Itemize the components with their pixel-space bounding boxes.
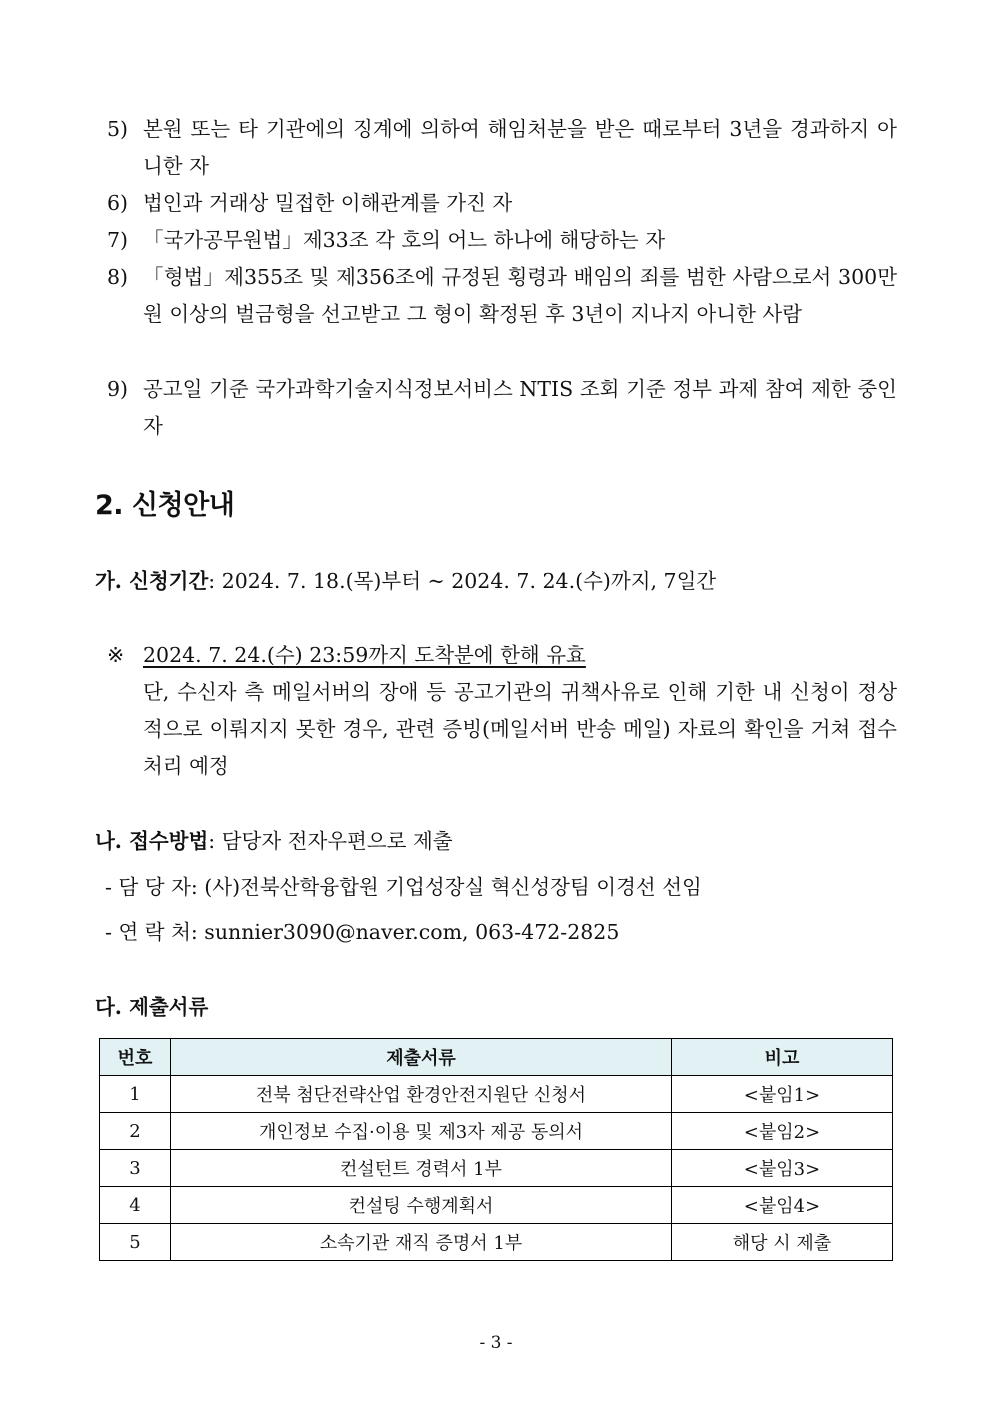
item-text: 법인과 거래상 밀접한 이해관계를 가진 자 (143, 191, 513, 215)
item-text: 공고일 기준 국가과학기술지식정보서비스 NTIS 조회 기준 정부 과제 참여 제한 중인 자 (143, 377, 897, 438)
list-item (107, 371, 897, 445)
row-remarks: <붙임3> (672, 1150, 893, 1187)
item-text: 「형법」제355조 및 제356조에 규정된 횡령과 배임의 죄를 범한 사람으로서 300만원 이상의 벌금형을 선고받고 그 형이 확정된 후 3년이 지나지 아니한 사람 (143, 265, 897, 326)
row-remarks: <붙임2> (672, 1113, 893, 1150)
contact-manager: - 담 당 자: (사)전북산학융합원 기업성장실 혁신성장팀 이경선 선임 (105, 875, 702, 899)
row-document: 컨설팅 수행계획서 (171, 1187, 672, 1224)
row-number: 2 (100, 1113, 171, 1150)
reference-mark: ※ (107, 643, 125, 667)
header-remarks: 비고 (672, 1039, 893, 1076)
list-item (107, 222, 897, 259)
table-row (100, 1224, 893, 1261)
row-remarks: 해당 시 제출 (672, 1224, 893, 1261)
note-headline: 2024. 7. 24.(수) 23:59까지 도착분에 한해 유효 (143, 643, 586, 667)
period-label: 가. 신청기간 (95, 569, 209, 593)
row-remarks: <붙임4> (672, 1187, 893, 1224)
method-label: 나. 접수방법 (95, 829, 209, 853)
row-number: 5 (100, 1224, 171, 1261)
row-number: 4 (100, 1187, 171, 1224)
table-row (100, 1076, 893, 1113)
row-document: 개인정보 수집·이용 및 제3자 제공 동의서 (171, 1113, 672, 1150)
row-number: 1 (100, 1076, 171, 1113)
header-document: 제출서류 (171, 1039, 672, 1076)
documents-label: 다. 제출서류 (95, 995, 209, 1019)
method-value: : 담당자 전자우편으로 제출 (208, 829, 453, 853)
row-document: 소속기관 재직 증명서 1부 (171, 1224, 672, 1261)
item-number: 9) (107, 377, 129, 401)
application-period (95, 564, 716, 598)
page-number: - 3 - (479, 1333, 513, 1353)
item-text: 본원 또는 타 기관에의 징계에 의하여 해임처분을 받은 때로부터 3년을 경과하지 아니한 자 (143, 117, 897, 178)
table-row (100, 1113, 893, 1150)
row-document: 전북 첨단전략산업 환경안전지원단 신청서 (171, 1076, 672, 1113)
item-number: 6) (107, 191, 129, 215)
table-row (100, 1187, 893, 1224)
row-number: 3 (100, 1150, 171, 1187)
table-header-row (100, 1039, 893, 1076)
row-remarks: <붙임1> (672, 1076, 893, 1113)
documents-heading (95, 990, 208, 1024)
table-row (100, 1150, 893, 1187)
section-title: 2. 신청안내 (95, 490, 235, 521)
item-number: 7) (107, 228, 129, 252)
period-value: : 2024. 7. 18.(목)부터 ~ 2024. 7. 24.(수)까지, 7일간 (208, 569, 717, 593)
item-number: 8) (107, 265, 129, 289)
list-item (107, 111, 897, 185)
documents-table (99, 1038, 893, 1261)
deadline-note (107, 637, 897, 785)
submission-method (95, 824, 453, 858)
contact-phone-email: - 연 락 처: sunnier3090@naver.com, 063-472-2825 (105, 920, 620, 944)
row-document: 컨설턴트 경력서 1부 (171, 1150, 672, 1187)
list-item (107, 185, 897, 222)
item-text: 「국가공무원법」제33조 각 호의 어느 하나에 해당하는 자 (143, 228, 666, 252)
note-body: 단, 수신자 측 메일서버의 장애 등 공고기관의 귀책사유로 인해 기한 내 신청이 정상적으로 이뤄지지 못한 경우, 관련 증빙(메일서버 반송 메일) 자료의 확인을 거쳐 접수 처리 예정 (143, 680, 897, 778)
list-item (107, 259, 897, 333)
item-number: 5) (107, 117, 129, 141)
header-number: 번호 (100, 1039, 171, 1076)
